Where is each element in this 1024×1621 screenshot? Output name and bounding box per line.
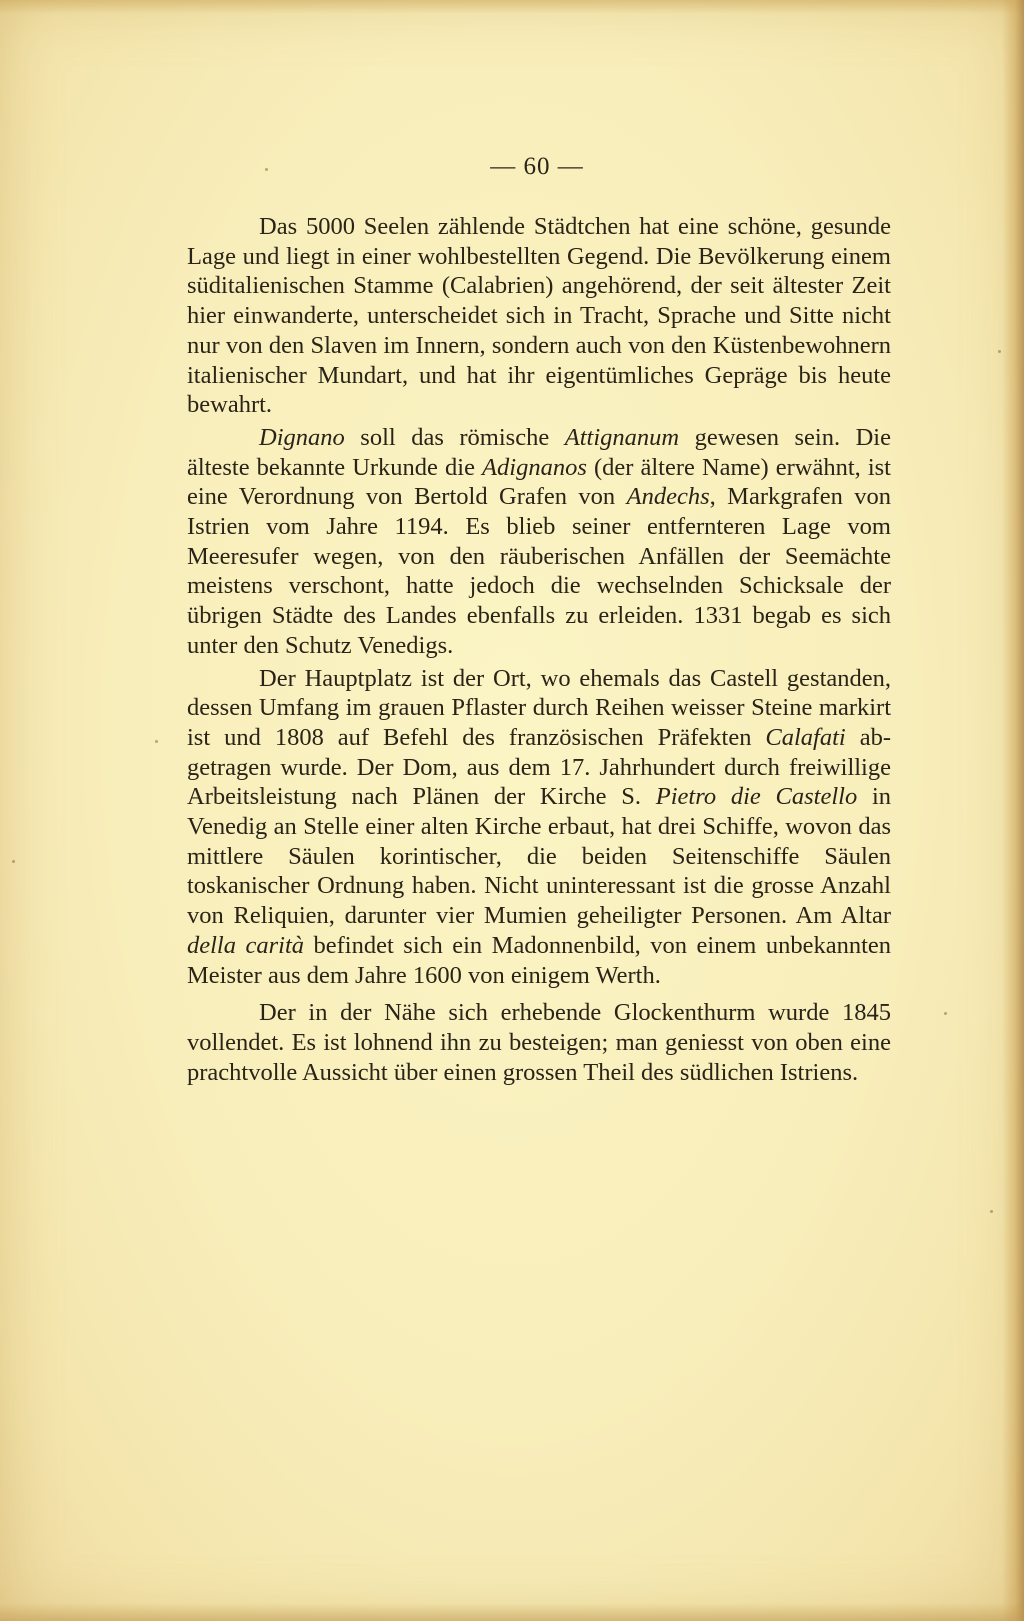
italic-text-run: della carità [187, 931, 305, 959]
text-run: soll das römische [344, 423, 565, 451]
paper-speck [998, 350, 1001, 353]
italic-text-run: Dignano [259, 423, 345, 451]
paper-speck [12, 860, 15, 863]
paper-speck [944, 1012, 947, 1015]
paper-speck [990, 1210, 993, 1213]
body-text [187, 212, 891, 1087]
page-bottom-shadow [0, 1603, 1024, 1621]
italic-text-run: Adignanos [482, 453, 587, 481]
italic-text-run: Andechs [626, 483, 710, 511]
page-top-shadow [0, 0, 1024, 14]
paragraph [187, 212, 891, 420]
text-run: abgetragen wurde. Der Dom, aus dem 17. Jahrhundert durch freiwillige Arbeitsleistung nach Plänen der Kirche S. [187, 723, 891, 811]
paragraph [187, 664, 891, 991]
paragraph [187, 998, 891, 1087]
paragraph [187, 423, 891, 661]
italic-text-run: Calafati [765, 723, 846, 751]
paper-speck [155, 740, 158, 743]
page-number: — 60 — [490, 153, 584, 180]
text-run: Der in der Nähe sich erhebende Glockenthurm wurde 1845 vollendet. Es ist lohnend ihn zu besteigen; man geniesst von oben eine prachtvolle Aussicht über einen grossen Theil des südlichen Istriens. [187, 999, 891, 1086]
text-run: befindet sich ein Madonnenbild, von einem unbekannten Meister aus dem Jahre 1600 von einigem Werth. [187, 931, 891, 989]
text-run: Das 5000 Seelen zählende Städtchen hat eine schöne, gesunde Lage und liegt in einer wohlbestellten Gegend. Die Bevölkerung einem süditalienischen Stamme (Calabrien) angehörend, der seit ältester Zeit hier einwanderte, unterscheidet sich in Tracht, Sprache und Sitte nicht nur von den Slaven im Innern, sondern auch von den Küstenbewohnern italienischer Mundart, und hat ihr eigentümliches Gepräge bis heute bewahrt. [187, 213, 891, 419]
italic-text-run: Attignanum [564, 423, 680, 451]
text-run: gewesen sein. Die älteste bekannte Urkunde die [187, 423, 891, 481]
text-run: , Markgrafen von Istrien vom Jahre 1194. Es blieb seiner entfernteren Lage vom Meeresufer wegen, von den räuberischen Anfällen der Seemächte meistens verschont, hatte jedoch die wechselnden Schicksale der übrigen Städte des Landes ebenfalls zu erleiden. 1331 begab es sich unter den Schutz Venedigs. [187, 483, 891, 659]
text-run: Der Hauptplatz ist der Ort, wo ehemals das Castell gestanden, dessen Umfang im grauen Pflaster durch Reihen weisser Steine markirt ist und 1808 auf Befehl des französischen Präfekten [187, 664, 891, 751]
page-right-edge-shadow [1002, 0, 1024, 1621]
text-run: (der ältere Name) erwähnt, ist eine Verordnung von Bertold Grafen von [187, 453, 891, 511]
text-run: in Venedig an Stelle einer alten Kirche erbaut, hat drei Schiffe, wovon das mittlere Säulen korintischer, die beiden Seitenschiffe Säulen toskanischer Ordnung haben. Nicht uninteressant ist die grosse Anzahl von Reliquien, darunter vier Mumien geheiligter Personen. Am Altar [187, 783, 892, 930]
italic-text-run: Pietro die Castello [655, 783, 858, 811]
